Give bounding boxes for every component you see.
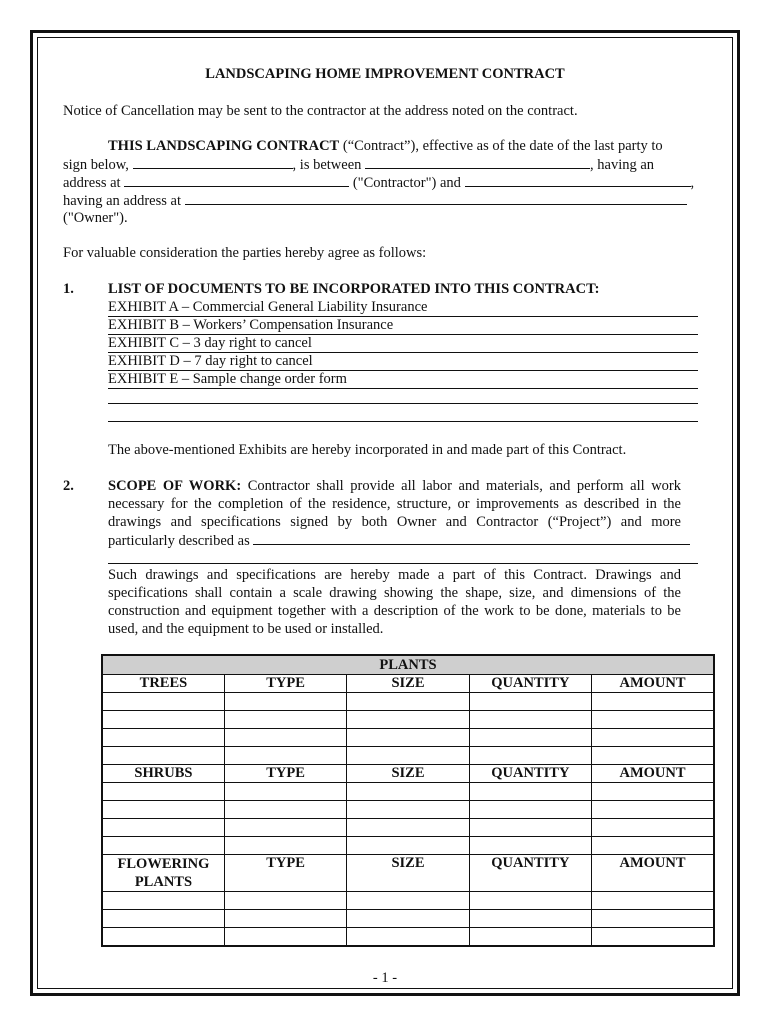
intro-sign-below-label: sign below, — [63, 157, 129, 173]
table-cell[interactable] — [469, 729, 591, 747]
table-row[interactable] — [102, 783, 714, 801]
table-cell[interactable] — [347, 819, 469, 837]
plants-table — [101, 654, 715, 947]
intro-line-5: ("Owner"). — [63, 210, 128, 226]
effective-date-blank[interactable] — [133, 156, 293, 169]
table-cell[interactable] — [347, 928, 469, 947]
col-header-shrubs: SHRUBS — [102, 765, 224, 783]
table-cell[interactable] — [592, 910, 714, 928]
table-cell[interactable] — [102, 747, 224, 765]
shrubs-header-row — [102, 765, 714, 783]
scope-para-line-1: Such drawings and specifications are hereby made a part of this Contract. Drawings and — [108, 567, 681, 583]
intro-line-4 — [63, 192, 687, 210]
table-cell[interactable] — [102, 928, 224, 947]
table-cell[interactable] — [102, 693, 224, 711]
table-cell[interactable] — [347, 747, 469, 765]
table-row[interactable] — [102, 910, 714, 928]
table-cell[interactable] — [469, 928, 591, 947]
table-cell[interactable] — [224, 892, 346, 910]
intro-bold-lead: THIS LANDSCAPING CONTRACT — [108, 138, 340, 154]
table-cell[interactable] — [469, 747, 591, 765]
col-header-size: SIZE — [347, 855, 469, 892]
intro-line-1 — [108, 138, 663, 155]
project-description-blank[interactable] — [253, 532, 690, 545]
table-cell[interactable] — [102, 819, 224, 837]
table-cell[interactable] — [224, 801, 346, 819]
exhibit-blank-line-1[interactable] — [108, 403, 698, 404]
table-cell[interactable] — [469, 837, 591, 855]
table-cell[interactable] — [592, 892, 714, 910]
intro-contractor-label: ("Contractor") and — [352, 175, 461, 191]
col-header-quantity: QUANTITY — [469, 855, 591, 892]
table-cell[interactable] — [347, 711, 469, 729]
scope-para-line-4: used, and the equipment to be used or installed. — [108, 621, 384, 637]
table-cell[interactable] — [347, 693, 469, 711]
section-2-line-3: drawings and specifications signed by both Owner and Contractor (“Project”) and more — [108, 514, 681, 530]
owner-name-blank[interactable] — [465, 174, 691, 187]
page-number: - 1 - — [372, 970, 398, 986]
table-cell[interactable] — [469, 693, 591, 711]
table-cell[interactable] — [224, 693, 346, 711]
section-2-line-4 — [108, 532, 690, 550]
exhibit-line-d: EXHIBIT D – 7 day right to cancel — [108, 353, 698, 371]
col-header-amount: AMOUNT — [592, 675, 714, 693]
table-cell[interactable] — [469, 892, 591, 910]
table-cell[interactable] — [224, 819, 346, 837]
table-cell[interactable] — [347, 801, 469, 819]
table-cell[interactable] — [224, 783, 346, 801]
table-row[interactable] — [102, 747, 714, 765]
col-header-amount: AMOUNT — [592, 855, 714, 892]
col-header-size: SIZE — [347, 765, 469, 783]
document-title: LANDSCAPING HOME IMPROVEMENT CONTRACT — [205, 66, 565, 82]
trees-header-row — [102, 675, 714, 693]
col-header-trees: TREES — [102, 675, 224, 693]
contractor-address-blank[interactable] — [124, 174, 349, 187]
table-row[interactable] — [102, 693, 714, 711]
flowering-header-row — [102, 855, 714, 892]
plants-title-row — [102, 655, 714, 675]
exhibit-line-a: EXHIBIT A – Commercial General Liability Insurance — [108, 299, 698, 317]
table-cell[interactable] — [224, 729, 346, 747]
scope-para-line-2: specifications shall contain a scale drawing showing the shape, size, and dimensions of the — [108, 585, 681, 601]
table-row[interactable] — [102, 837, 714, 855]
col-header-type: TYPE — [224, 855, 346, 892]
table-cell[interactable] — [102, 892, 224, 910]
table-cell[interactable] — [224, 928, 346, 947]
section-2-heading: SCOPE OF WORK: — [108, 478, 242, 494]
plants-title: PLANTS — [102, 655, 714, 675]
table-row[interactable] — [102, 892, 714, 910]
table-cell[interactable] — [592, 693, 714, 711]
owner-address-blank[interactable] — [185, 192, 687, 205]
table-cell[interactable] — [469, 783, 591, 801]
section-1-heading: LIST OF DOCUMENTS TO BE INCORPORATED INTO THIS CONTRACT: — [108, 281, 600, 297]
intro-line-2 — [63, 156, 654, 174]
table-cell[interactable] — [469, 910, 591, 928]
section-2-line-1 — [108, 478, 681, 495]
exhibit-blank-line-2[interactable] — [108, 421, 698, 422]
intro-owner-address-label: having an address at — [63, 193, 181, 209]
intro-having-an-label: , having an — [590, 157, 655, 173]
table-cell[interactable] — [592, 729, 714, 747]
exhibits-closing: The above-mentioned Exhibits are hereby incorporated in and made part of this Contract. — [108, 442, 627, 458]
col-header-type: TYPE — [224, 675, 346, 693]
col-header-flowering-plants: FLOWERING PLANTS — [102, 855, 224, 892]
table-cell[interactable] — [102, 801, 224, 819]
col-header-quantity: QUANTITY — [469, 675, 591, 693]
intro-comma: , — [690, 175, 695, 191]
intro-between-label: , is between — [292, 157, 362, 173]
scope-para-line-3: construction and equipment together with a description of the work to be done, materials to be — [108, 603, 681, 619]
intro-line-1-rest: (“Contract”), effective as of the date of the last party to — [339, 138, 663, 154]
described-as-label: particularly described as — [108, 533, 250, 549]
exhibit-line-b: EXHIBIT B – Workers’ Compensation Insurance — [108, 317, 698, 335]
table-cell[interactable] — [102, 837, 224, 855]
table-row[interactable] — [102, 801, 714, 819]
table-cell[interactable] — [592, 747, 714, 765]
section-2-line-2: necessary for the completion of the residence, structure, or improvements as described in the — [108, 496, 681, 512]
table-row[interactable] — [102, 729, 714, 747]
table-cell[interactable] — [102, 729, 224, 747]
table-cell[interactable] — [469, 711, 591, 729]
table-row[interactable] — [102, 928, 714, 947]
exhibit-line-e: EXHIBIT E – Sample change order form — [108, 371, 698, 389]
section-2-line-1-rest: Contractor shall provide all labor and materials, and perform all work — [247, 478, 682, 494]
table-cell[interactable] — [102, 711, 224, 729]
col-header-quantity: QUANTITY — [469, 765, 591, 783]
exhibit-line-c: EXHIBIT C – 3 day right to cancel — [108, 335, 698, 353]
contractor-name-blank[interactable] — [365, 156, 590, 169]
project-description-blank-2[interactable] — [108, 563, 698, 564]
section-2-number: 2. — [63, 478, 74, 494]
table-cell[interactable] — [592, 928, 714, 947]
col-header-size: SIZE — [347, 675, 469, 693]
table-row[interactable] — [102, 819, 714, 837]
table-cell[interactable] — [347, 729, 469, 747]
intro-address-label: address at — [63, 175, 121, 191]
table-cell[interactable] — [592, 837, 714, 855]
col-header-type: TYPE — [224, 765, 346, 783]
table-cell[interactable] — [469, 819, 591, 837]
table-cell[interactable] — [592, 819, 714, 837]
cancellation-notice: Notice of Cancellation may be sent to the contractor at the address noted on the contract. — [63, 103, 578, 119]
table-cell[interactable] — [347, 837, 469, 855]
table-cell[interactable] — [592, 783, 714, 801]
table-cell[interactable] — [592, 801, 714, 819]
table-cell[interactable] — [347, 910, 469, 928]
table-cell[interactable] — [102, 910, 224, 928]
table-row[interactable] — [102, 711, 714, 729]
table-cell[interactable] — [347, 892, 469, 910]
table-cell[interactable] — [224, 747, 346, 765]
table-cell[interactable] — [224, 711, 346, 729]
section-1-number: 1. — [63, 281, 74, 297]
table-cell[interactable] — [469, 801, 591, 819]
consideration-text: For valuable consideration the parties hereby agree as follows: — [63, 245, 427, 261]
table-cell[interactable] — [224, 837, 346, 855]
intro-line-3 — [63, 174, 694, 192]
table-cell[interactable] — [347, 783, 469, 801]
col-header-amount: AMOUNT — [592, 765, 714, 783]
table-cell[interactable] — [592, 711, 714, 729]
table-cell[interactable] — [102, 783, 224, 801]
table-cell[interactable] — [224, 910, 346, 928]
